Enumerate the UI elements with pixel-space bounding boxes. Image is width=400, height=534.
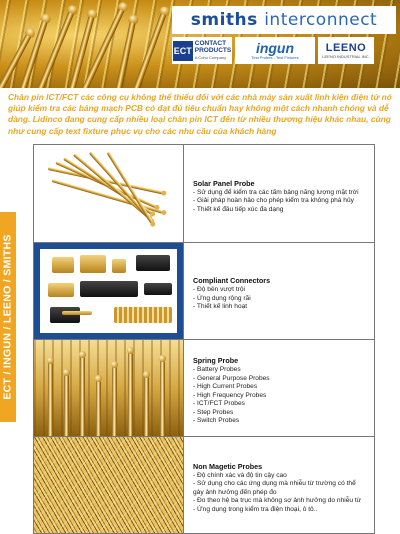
product-feature: - High Frequency Probes [193, 391, 267, 399]
product-feature: - Ứng dụng rộng rãi [193, 294, 251, 302]
product-feature: - Đo theo hệ ba trục mà không sợ ảnh hưởng do nhiễu từ [193, 497, 362, 505]
product-title: Solar Panel Probe [193, 178, 255, 188]
leeno-tagline: LEENO INDUSTRIAL INC. [322, 54, 370, 59]
partner-logo-strip [172, 37, 396, 64]
product-feature: - Step Probes [193, 408, 234, 416]
header-photo-band [0, 0, 400, 88]
brand-main-text: smiths [190, 10, 258, 30]
product-feature: - Độ chính xác và độ tin cậy cao [193, 471, 287, 479]
product-row-non-magnetic-probes [34, 436, 374, 533]
product-feature: - Thiết kế đầu tiếp xúc đa dạng [193, 205, 284, 213]
product-table [33, 144, 375, 534]
product-feature: - Switch Probes [193, 417, 240, 425]
intro-paragraph: Chân pin ICT/FCT các công cụ không thể thiếu đối với các nhà máy sản xuất linh kiện điện tử nó giúp kiểm tra các bảng mạch PCB có đạt đủ tiêu chuẩn hay không một cách nhanh chóng và dễ dàng. Lidinco đang cung cấp nhiều loại chân pin ICT đến từ nhiều thương hiệu khác nhau, cùng như cung cấp text fixture phục vụ cho các nhu cầu của khách hàng [8, 92, 392, 136]
product-row-spring-probe [34, 339, 374, 436]
product-row-compliant-connectors [34, 242, 374, 339]
product-feature: - ICT/FCT Probes [193, 400, 245, 408]
non-magnetic-probes-image [34, 437, 184, 533]
product-feature: - Sử dụng cho các ứng dụng mà nhiễu từ trường có thể gây ảnh hưởng đến phép đo [193, 480, 356, 496]
spring-probe-image [34, 340, 184, 436]
product-title: Non Magetic Probes [193, 461, 263, 471]
product-feature: - Độ bền vượt trội [193, 286, 245, 294]
product-feature: - Battery Probes [193, 365, 241, 373]
leeno-logo [318, 37, 374, 64]
product-row-solar-panel-probe [34, 145, 374, 242]
side-tab-label: ECT / INGUN / LEENO / SMITHS [2, 234, 15, 400]
compliant-connectors-image [34, 243, 184, 339]
product-feature: - Thiết kế linh hoạt [193, 303, 248, 311]
brand-rest-text: interconnect [264, 10, 378, 30]
ect-name-line-1: CONTACT [194, 40, 227, 47]
product-feature: - Giải pháp hoàn hảo cho phép kiểm tra không phá hủy [193, 197, 354, 205]
ingun-tagline: Test Probes - Test Fixtures [251, 55, 299, 60]
ect-mark: ECT [173, 41, 193, 61]
ect-name-line-2: PRODUCTS [194, 47, 232, 54]
product-feature: - Ứng dụng trong kiểm tra điện thoại, ô tô.. [193, 505, 318, 513]
solar-panel-probe-image [34, 145, 184, 242]
ingun-logo [235, 37, 315, 64]
smiths-interconnect-logo [172, 6, 396, 34]
product-feature: - Sử dụng để kiểm tra các tấm bảng năng lượng mặt trời [193, 188, 359, 196]
leeno-name: LEENO [325, 42, 367, 54]
product-feature: - General Purpose Probes [193, 374, 270, 382]
product-title: Compliant Connectors [193, 276, 271, 286]
ingun-name: ingun [255, 40, 295, 56]
product-title: Spring Probe [193, 355, 239, 365]
brand-side-tab [0, 212, 16, 422]
product-feature: - High Current Probes [193, 383, 258, 391]
ect-tagline: A Cohu Company [194, 55, 227, 60]
ect-logo [172, 37, 232, 64]
